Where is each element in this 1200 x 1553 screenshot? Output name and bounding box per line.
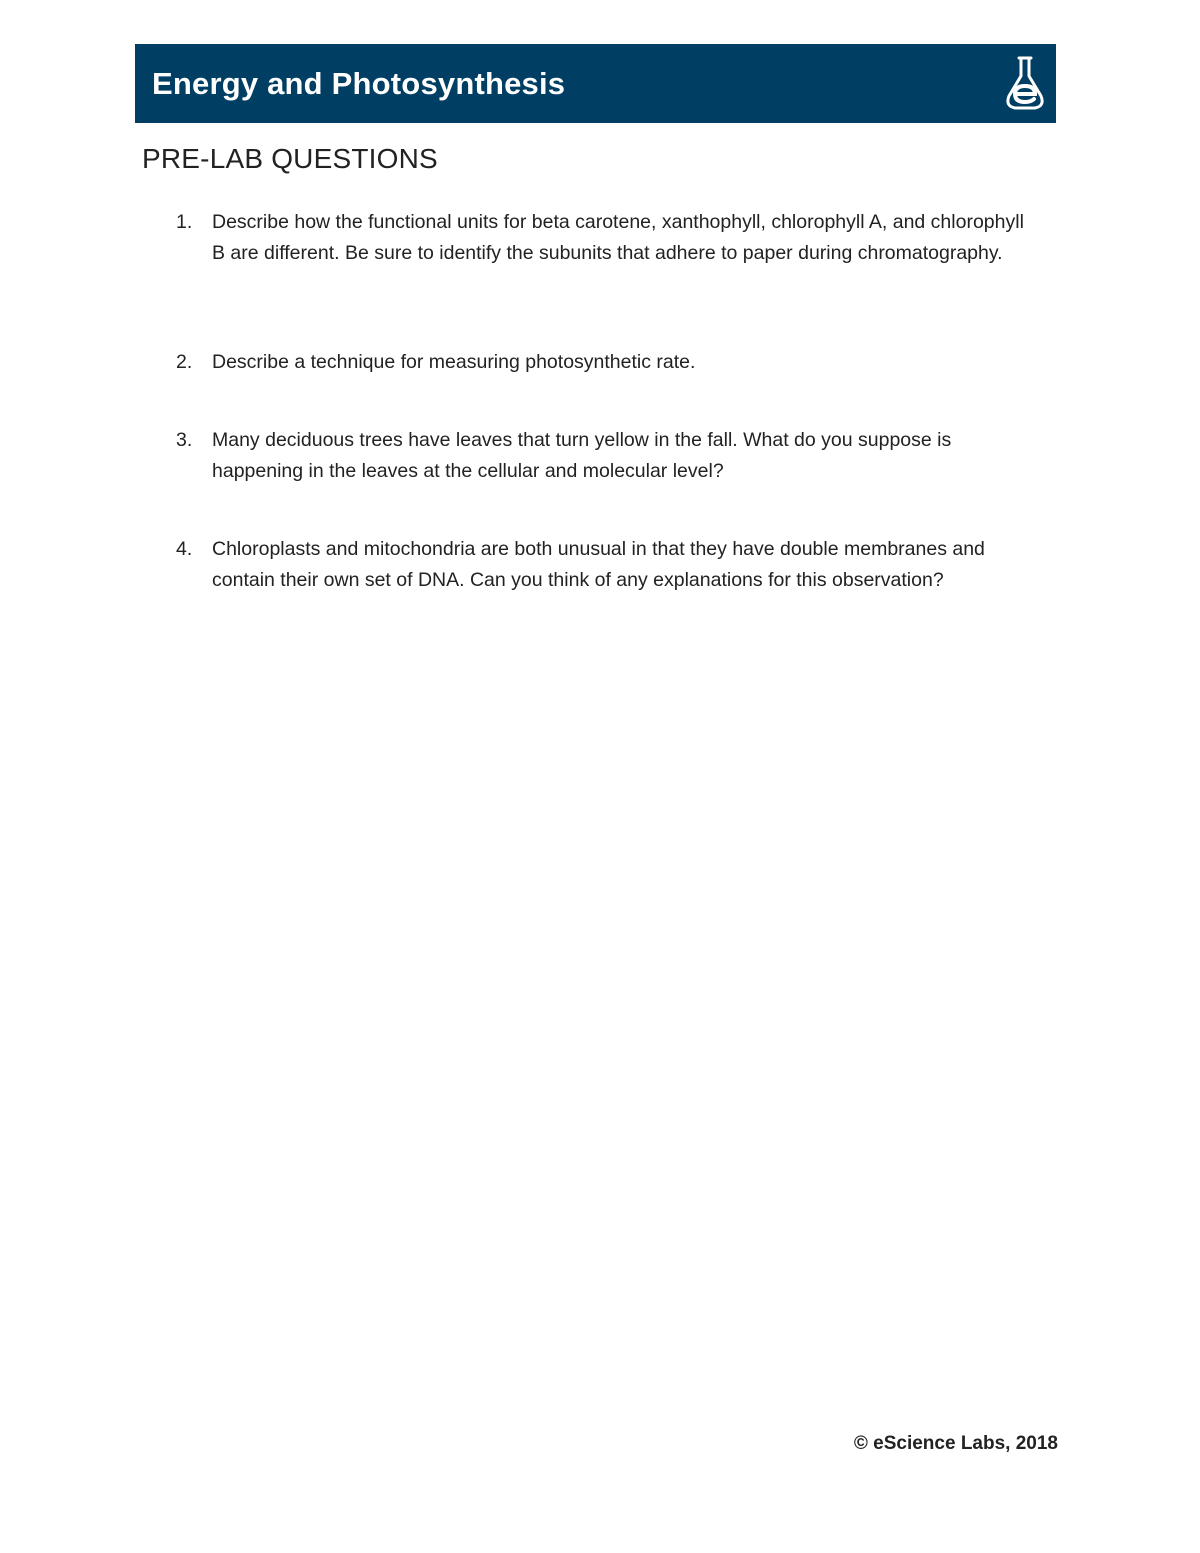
copyright-footer: © eScience Labs, 2018 <box>853 1433 1058 1454</box>
question-number: 4. <box>176 538 193 560</box>
question-text: Chloroplasts and mitochondria are both unusual in that they have double membranes and contain their own set of DNA. Can you think of any explanations for this observation? <box>212 538 985 591</box>
question-number: 1. <box>176 211 193 233</box>
header-bar <box>135 44 1056 123</box>
document-title: Energy and Photosynthesis <box>152 66 566 101</box>
flask-e-logo-icon <box>1001 54 1049 114</box>
question-number: 3. <box>176 429 193 451</box>
question-text: Describe a technique for measuring photosynthetic rate. <box>212 351 696 373</box>
question-number: 2. <box>176 351 193 373</box>
question-text: Describe how the functional units for beta carotene, xanthophyll, chlorophyll A, and chlorophyll B are different. Be sure to identify the subunits that adhere to paper during chromatography. <box>212 211 1024 264</box>
question-text: Many deciduous trees have leaves that turn yellow in the fall. What do you suppose is happening in the leaves at the cellular and molecular level? <box>212 429 952 482</box>
section-title: PRE-LAB QUESTIONS <box>142 143 438 174</box>
